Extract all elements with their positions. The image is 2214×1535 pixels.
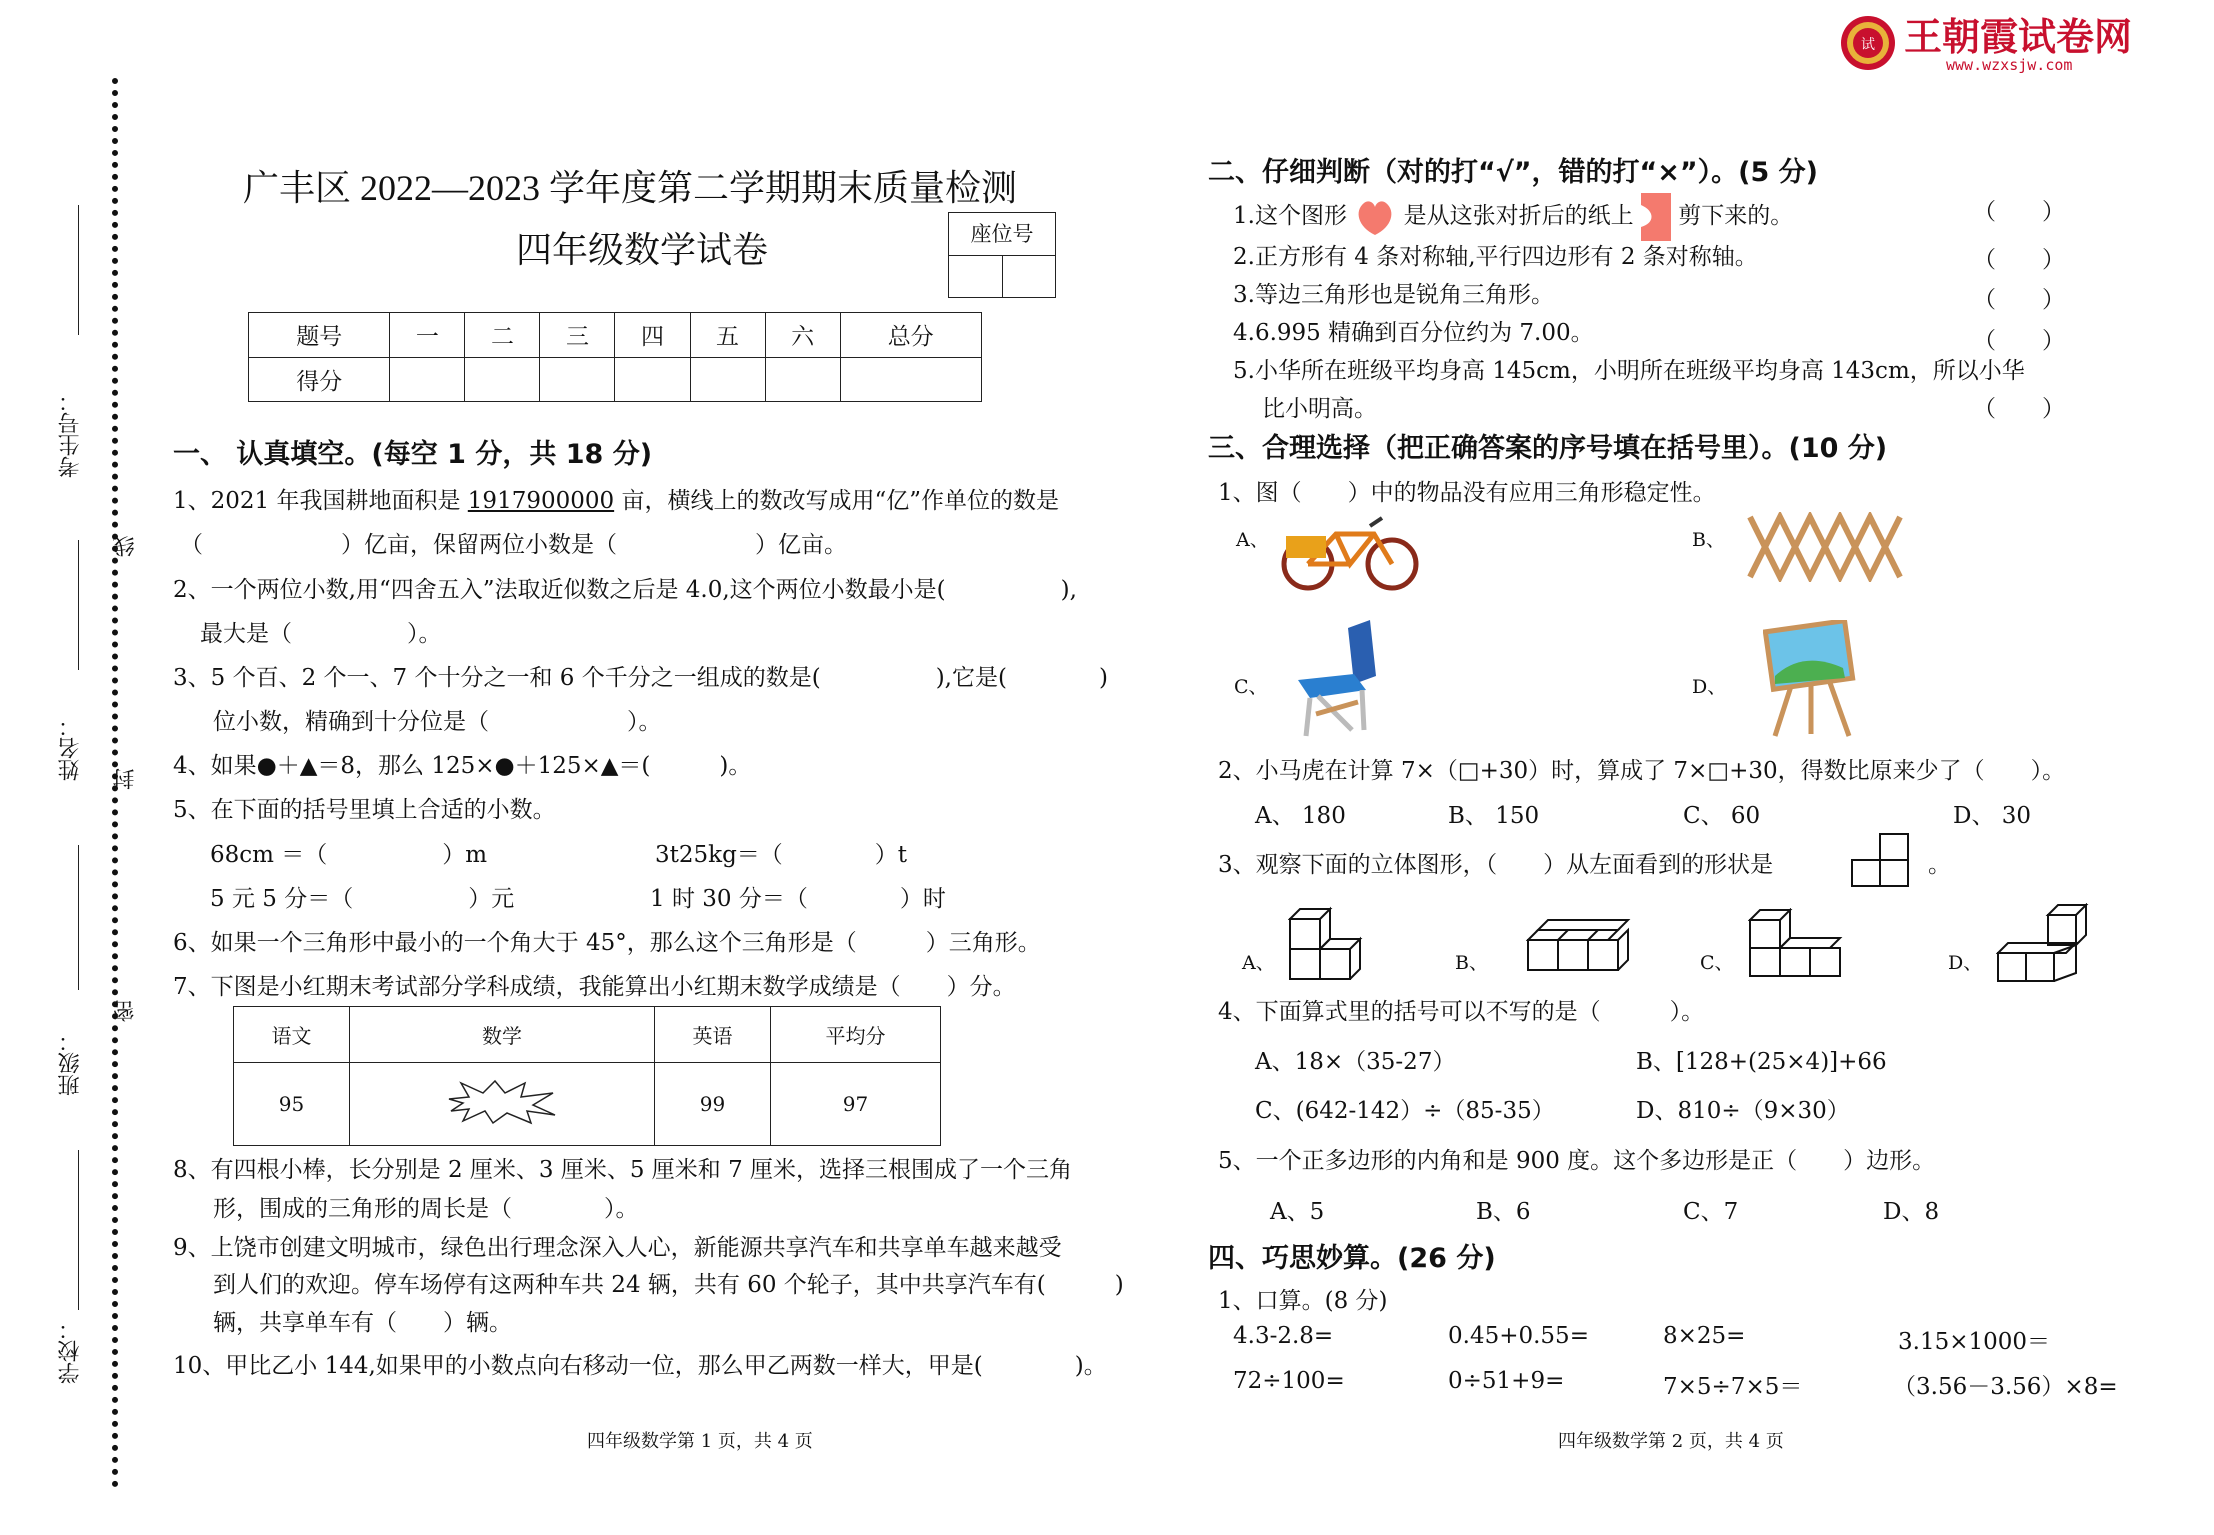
section3-title: 三、合理选择（把正确答案的序号填在括号里）。(10 分) bbox=[1208, 433, 1888, 464]
s3-q2-optC: C、 60 bbox=[1683, 803, 1761, 829]
s2-q3: 3.等边三角形也是锐角三角形。 bbox=[1233, 282, 1554, 308]
s3-q1-optD: D、 bbox=[1692, 676, 1727, 698]
logo-url: www.wzxsjw.com bbox=[1946, 56, 2073, 74]
s3-q3: 3、观察下面的立体图形，（ ）从左面看到的形状是 bbox=[1218, 852, 1774, 878]
section1-title: 一、 认真填空。(每空 1 分，共 18 分) bbox=[173, 439, 653, 470]
q4: 4、如果●＋▲＝8，那么 125×●＋125×▲＝( )。 bbox=[173, 753, 752, 779]
student-id-line bbox=[78, 205, 79, 335]
calc-item: 3.15×1000＝ bbox=[1898, 1329, 2051, 1355]
left-view-shape-icon bbox=[1850, 832, 1910, 888]
calc-item: 72÷100= bbox=[1233, 1368, 1345, 1394]
q9-line2: 到人们的欢迎。停车场停有这两种车共 24 辆，共有 60 个轮子，其中共享汽车有( ) bbox=[213, 1272, 1124, 1298]
score-header: 五 bbox=[690, 313, 765, 358]
grade-header: 平均分 bbox=[770, 1007, 940, 1063]
s3-q4: 4、下面算式里的括号可以不写的是（ ）。 bbox=[1218, 999, 1705, 1025]
name-line bbox=[78, 540, 79, 670]
score-header: 题号 bbox=[249, 313, 390, 358]
score-header: 六 bbox=[765, 313, 840, 358]
q1-line1: 1、2021 年我国耕地面积是 1917900000 亩，横线上的数改写成用“亿”作单位的数是 bbox=[173, 488, 1059, 514]
q8-line2: 形，围成的三角形的周长是（ ）。 bbox=[213, 1196, 639, 1222]
s3-q3-optC: C、 bbox=[1700, 952, 1734, 974]
exam-title: 广丰区 2022—2023 学年度第二学期期末质量检测 bbox=[243, 168, 1018, 208]
splat-icon bbox=[447, 1079, 557, 1125]
score-header: 三 bbox=[540, 313, 615, 358]
s3-q5-optD: D、8 bbox=[1883, 1199, 1940, 1225]
s3-q5-optA: A、5 bbox=[1270, 1199, 1325, 1225]
score-cell[interactable] bbox=[840, 357, 981, 402]
score-cell[interactable] bbox=[390, 357, 465, 402]
class-label: 班级： bbox=[58, 1030, 83, 1096]
calc-item: 7×5÷7×5＝ bbox=[1663, 1374, 1803, 1400]
binding-mark-feng: 封 bbox=[113, 768, 138, 790]
section4-title: 四、巧思妙算。(26 分) bbox=[1208, 1243, 1496, 1274]
calc-item: （3.56－3.56）×8= bbox=[1893, 1374, 2118, 1400]
name-label: 姓名： bbox=[58, 715, 83, 781]
q2-line2: 最大是（ ）。 bbox=[200, 621, 442, 647]
q10: 10、甲比乙小 144,如果甲的小数点向右移动一位，那么甲乙两数一样大，甲是( )。 bbox=[173, 1353, 1107, 1379]
q7: 7、下图是小红期末考试部分学科成绩，我能算出小红期末数学成绩是（ ）分。 bbox=[173, 974, 1016, 1000]
grade-value: 97 bbox=[770, 1063, 940, 1146]
score-header: 二 bbox=[465, 313, 540, 358]
score-table bbox=[248, 312, 982, 402]
grade-header: 数学 bbox=[350, 1007, 655, 1063]
grade-value: 99 bbox=[654, 1063, 770, 1146]
s3-q5: 5、一个正多边形的内角和是 900 度。这个多边形是正（ ）边形。 bbox=[1218, 1148, 1936, 1174]
q8-line1: 8、有四根小棒，长分别是 2 厘米、3 厘米、5 厘米和 7 厘米，选择三根围成了一个三角 bbox=[173, 1157, 1073, 1183]
calc-item: 0.45+0.55= bbox=[1448, 1323, 1589, 1349]
peach-shape-icon bbox=[1354, 197, 1396, 237]
s2-q1: 1.这个图形 是从这张对折后的纸上 剪下来的。 bbox=[1233, 193, 1793, 241]
score-row-label: 得分 bbox=[249, 357, 390, 402]
s2-q3-answer[interactable]: （ ） bbox=[1973, 287, 2065, 313]
s2-q4-answer[interactable]: （ ） bbox=[1973, 328, 2065, 354]
cube-figure-d bbox=[1996, 903, 2090, 983]
s2-q2: 2.正方形有 4 条对称轴,平行四边形有 2 条对称轴。 bbox=[1233, 244, 1758, 270]
cube-figure-c bbox=[1748, 908, 1848, 980]
s3-q4-optC: C、(642-142）÷（85-35） bbox=[1255, 1098, 1555, 1124]
easel-icon bbox=[1763, 620, 1859, 738]
grade-header: 语文 bbox=[234, 1007, 350, 1063]
s3-q1-optA: A、 bbox=[1236, 529, 1269, 551]
s3-q1: 1、图（ ）中的物品没有应用三角形稳定性。 bbox=[1218, 480, 1716, 506]
s3-q5-optB: B、6 bbox=[1476, 1199, 1531, 1225]
s3-q4-optA: A、18×（35-27） bbox=[1255, 1049, 1456, 1075]
score-cell[interactable] bbox=[765, 357, 840, 402]
score-cell[interactable] bbox=[690, 357, 765, 402]
s2-q5-answer[interactable]: （ ） bbox=[1973, 396, 2065, 422]
q9-line1: 9、上饶市创建文明城市，绿色出行理念深入人心，新能源共享汽车和共享单车越来越受 bbox=[173, 1235, 1062, 1261]
logo-name: 王朝霞试卷网 bbox=[1904, 15, 2133, 59]
folding-rack-icon bbox=[1745, 512, 1905, 582]
q3-line2: 位小数，精确到十分位是（ ）。 bbox=[213, 709, 662, 735]
seat-number-box bbox=[948, 212, 1056, 298]
s3-q2: 2、小马虎在计算 7×（□+30）时，算成了 7×□+30，得数比原来少了（ ）。 bbox=[1218, 758, 2066, 784]
q2-line1: 2、一个两位小数,用“四舍五入”法取近似数之后是 4.0,这个两位小数最小是( ), bbox=[173, 577, 1077, 603]
s3-q3-optA: A、 bbox=[1242, 952, 1275, 974]
page1-footer: 四年级数学第 1 页，共 4 页 bbox=[587, 1431, 813, 1452]
page2-footer: 四年级数学第 2 页，共 4 页 bbox=[1558, 1431, 1784, 1452]
s3-q4-optD: D、810÷（9×30） bbox=[1636, 1098, 1850, 1124]
grades-table bbox=[233, 1006, 941, 1146]
grade-value-hidden bbox=[350, 1063, 655, 1146]
q3-line1: 3、5 个百、2 个一、7 个十分之一和 6 个千分之一组成的数是( ),它是( ) bbox=[173, 665, 1108, 691]
folded-paper-icon bbox=[1641, 193, 1671, 241]
s2-q1-answer[interactable]: （ ） bbox=[1973, 199, 2065, 225]
s2-q4: 4.6.995 精确到百分位约为 7.00。 bbox=[1233, 320, 1594, 346]
site-logo bbox=[1836, 12, 2166, 74]
binding-mark-xian: 线 bbox=[113, 535, 138, 557]
binding-mark-mi: 密 bbox=[113, 1000, 138, 1022]
school-line bbox=[78, 1150, 79, 1310]
q5: 5、在下面的括号里填上合适的小数。 bbox=[173, 797, 556, 823]
s3-q2-optB: B、 150 bbox=[1448, 803, 1540, 829]
s3-q2-optD: D、 30 bbox=[1953, 803, 2032, 829]
chair-icon bbox=[1288, 618, 1388, 738]
score-cell[interactable] bbox=[465, 357, 540, 402]
score-header: 总分 bbox=[840, 313, 981, 358]
school-label: 学校： bbox=[58, 1318, 83, 1384]
s4-sub: 1、口算。(8 分) bbox=[1218, 1288, 1388, 1314]
q5c: 5 元 5 分＝（ ）元 bbox=[210, 886, 515, 912]
q5a: 68cm ＝（ ）m bbox=[210, 842, 488, 868]
q5b: 3t25kg＝（ ）t bbox=[655, 842, 908, 868]
s2-q5-line1: 5.小华所在班级平均身高 145cm，小明所在班级平均身高 143cm，所以小华 bbox=[1233, 358, 2025, 384]
grade-value: 95 bbox=[234, 1063, 350, 1146]
score-header: 四 bbox=[615, 313, 690, 358]
s2-q5-line2: 比小明高。 bbox=[1262, 396, 1377, 422]
q6: 6、如果一个三角形中最小的一个角大于 45°，那么这个三角形是（ ）三角形。 bbox=[173, 930, 1041, 956]
s3-q4-optB: B、[128+(25×4)]+66 bbox=[1636, 1049, 1887, 1075]
class-line bbox=[78, 845, 79, 990]
s3-q2-optA: A、 180 bbox=[1255, 803, 1346, 829]
s2-q2-answer[interactable]: （ ） bbox=[1973, 247, 2065, 273]
bicycle-icon bbox=[1278, 508, 1424, 592]
s3-q3-optD: D、 bbox=[1948, 952, 1983, 974]
q1-line2: （ ）亿亩，保留两位小数是（ ）亿亩。 bbox=[180, 532, 847, 558]
q9-line3: 辆，共享单车有（ ）辆。 bbox=[213, 1310, 512, 1336]
score-cell[interactable] bbox=[615, 357, 690, 402]
seat-number-label: 座位号 bbox=[949, 213, 1055, 256]
q5d: 1 时 30 分＝（ ）时 bbox=[650, 886, 946, 912]
s3-q1-optC: C、 bbox=[1234, 676, 1268, 698]
cube-figure-b bbox=[1526, 918, 1636, 976]
student-id-label: 考生号： bbox=[58, 390, 83, 478]
exam-subtitle: 四年级数学试卷 bbox=[516, 230, 769, 270]
s3-q1-optB: B、 bbox=[1692, 529, 1725, 551]
svg-text:试: 试 bbox=[1861, 37, 1875, 53]
calc-item: 0÷51+9= bbox=[1448, 1368, 1565, 1394]
score-cell[interactable] bbox=[540, 357, 615, 402]
s3-q3-optB: B、 bbox=[1455, 952, 1488, 974]
score-header: 一 bbox=[390, 313, 465, 358]
calc-item: 4.3-2.8= bbox=[1233, 1323, 1334, 1349]
s3-q5-optC: C、7 bbox=[1683, 1199, 1739, 1225]
section2-title: 二、仔细判断（对的打“√”，错的打“×”）。(5 分) bbox=[1208, 157, 1818, 188]
cube-figure-a bbox=[1288, 905, 1368, 985]
s3-q3-end: 。 bbox=[1928, 852, 1951, 878]
grade-header: 英语 bbox=[654, 1007, 770, 1063]
calc-item: 8×25= bbox=[1663, 1323, 1746, 1349]
